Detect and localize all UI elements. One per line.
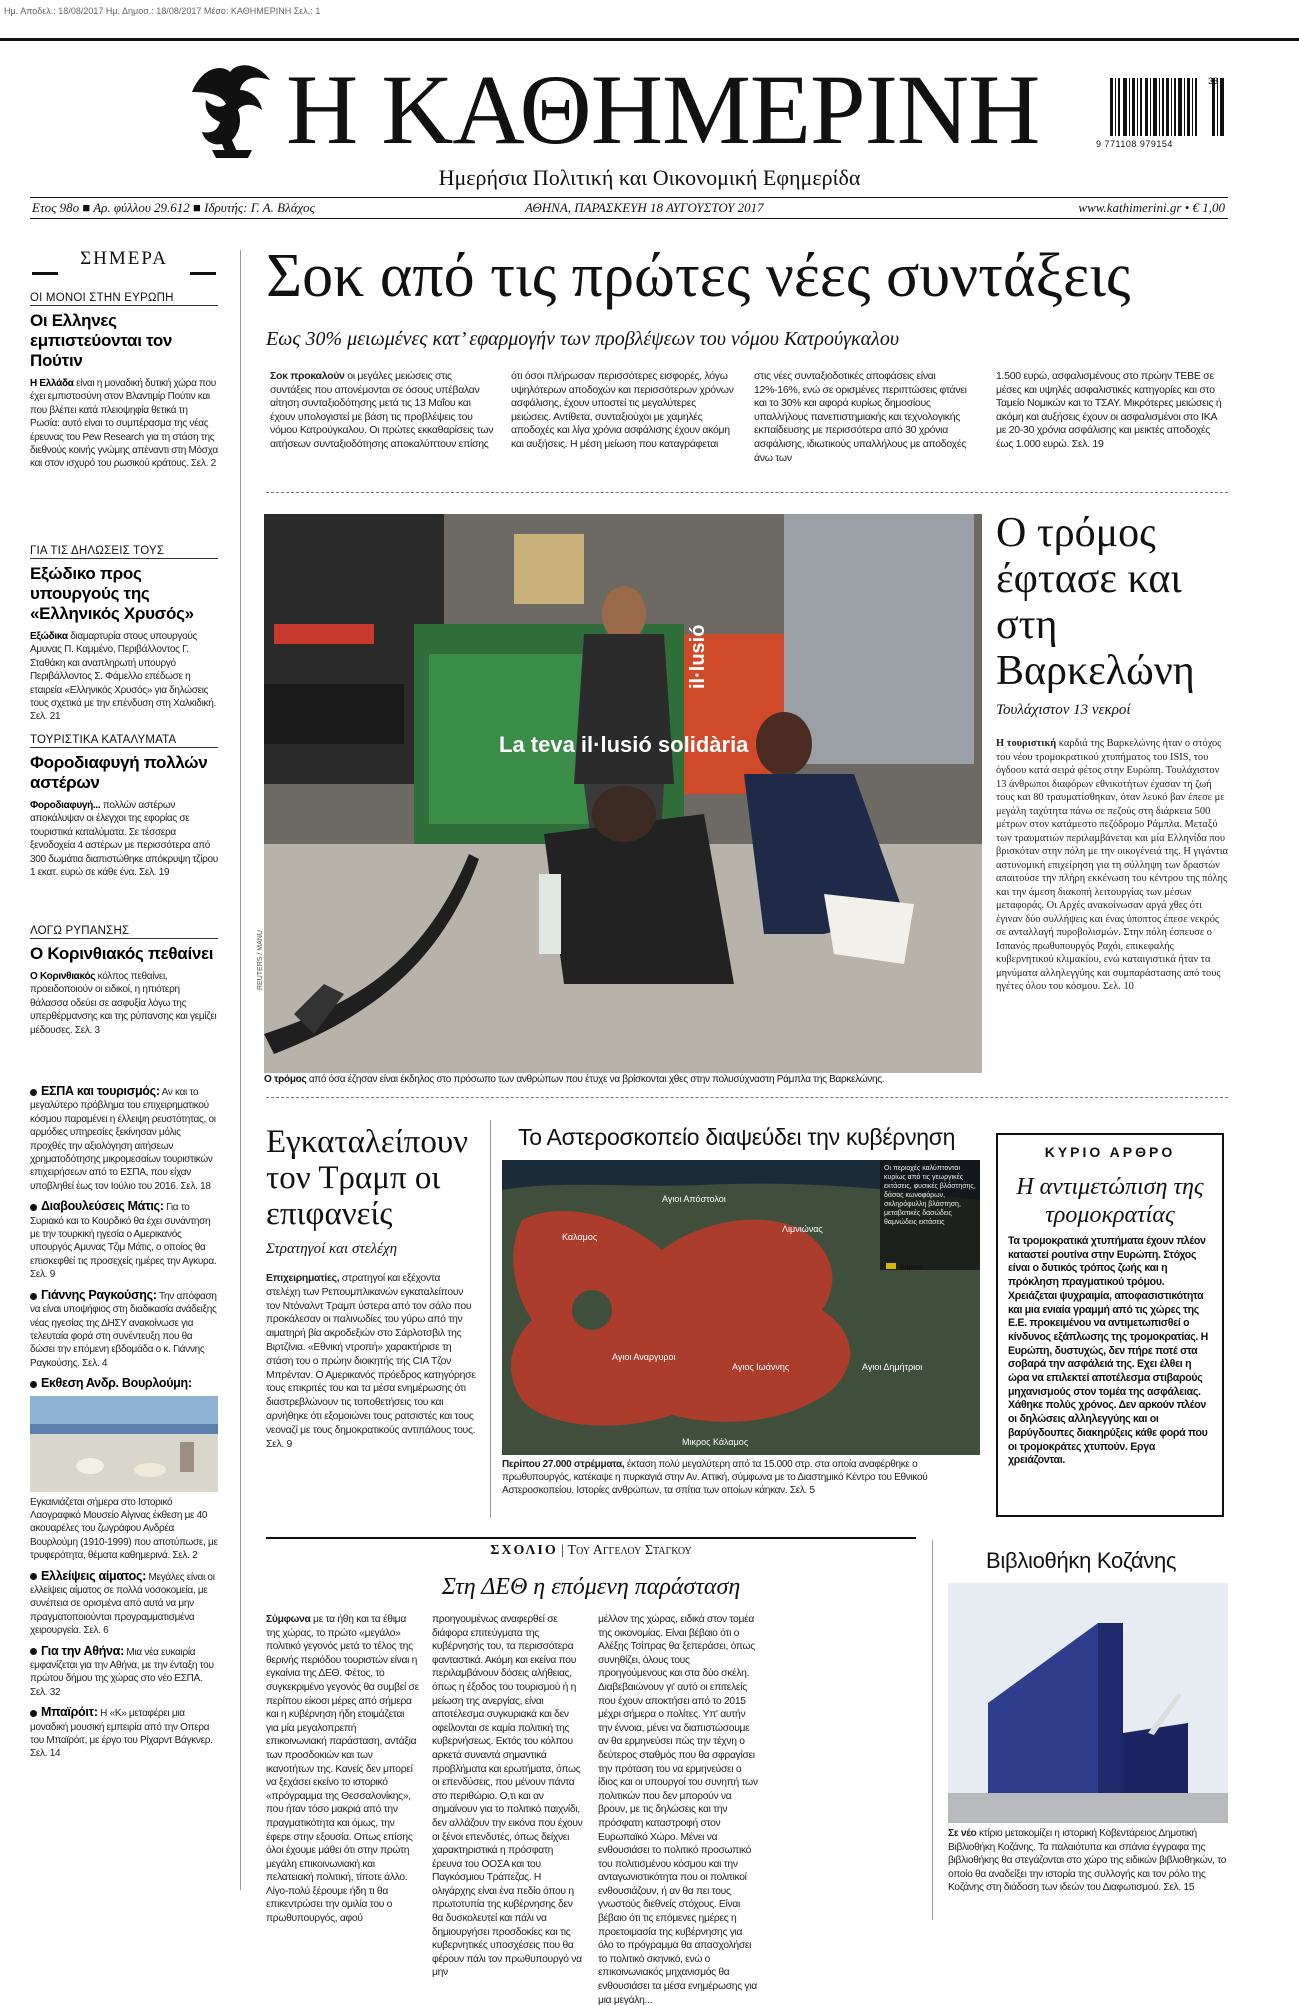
page-meta: Ημ. Αποδελ.: 18/08/2017 Ημ. Δημοσ.: 18/08/2017 Μέσο: ΚΑΘΗΜΕΡΙΝΗ Σελ.: 1 <box>4 6 321 16</box>
bullet-icon <box>30 1710 37 1717</box>
story-title: Οι Ελληνες εμπιστεύονται τον Πούτιν <box>30 311 173 370</box>
map-label: Αγιος Ιωάννης <box>732 1362 790 1372</box>
info-bar-right: www.kathimerini.gr • € 1,00 <box>1078 200 1225 215</box>
story-body <box>30 630 218 724</box>
bullet-item: Διαβουλεύσεις Μάτις: Για το Συριακό και το Κουρδικό θα έχει συνάντηση με την τουρκική ηγεσία ο Αμερικανός υπουργός Αμυνας Τζιμ Μάτις, ο οποίος θα επισκεφθεί τις προσεχείς ημέρες την Αγκυρα. Σελ. 9 <box>30 1199 217 1281</box>
sign-text: La teva il·lusió solidària <box>499 732 749 757</box>
library-headline: Βιβλιοθήκη Κοζάνης <box>986 1548 1177 1573</box>
info-bar-top-rule <box>30 197 1228 198</box>
story-text: κόλπος πεθαίνει, προειδοποιούν οι ειδικοί, η ηπιότερη θάλασσα οδεύει σε ασφυξία λόγω της υπερθέρμανσης και της ρύπανσης και γεμίζει μέδουσες. Σελ. 3 <box>30 971 217 1036</box>
map-label: Αγιοι Δημήτριοι <box>862 1362 923 1372</box>
sidebar-heading: ΣΗΜΕΡΑ <box>80 248 168 269</box>
story-lead: Ο Κορινθιακός <box>30 971 96 982</box>
info-bar-bottom-rule <box>30 218 1228 219</box>
bullet-item: Για την Αθήνα: Μια νέα ευκαιρία εμφανίζεται για την Αθήνα, με την ένταξη του πρώτου δήμου της χώρας στο νέο ΕΣΠΑ. Σελ. 32 <box>30 1643 214 1698</box>
lead-headline: Σοκ από τις πρώτες νέες συντάξεις <box>266 242 1131 310</box>
story-kicker: ΤΟΥΡΙΣΤΙΚΑ ΚΑΤΑΛΥΜΑΤΑ <box>30 734 218 748</box>
library-building-photo <box>948 1583 1228 1823</box>
map-label: Λιμνιώνας <box>782 1224 823 1234</box>
photo-credit: REUTERS / MANU <box>257 930 264 990</box>
bullet-icon <box>30 1573 37 1580</box>
column-divider <box>490 1120 491 1518</box>
bullet-item: Εκθεση Ανδρ. Βουρλούμη: Εγκαινιάζεται σήμερα στο Ιστορικό Λαογραφικό Μουσείο Αίγινας έκθεση με 40 ακουαρέλες του ζωγράφου Ανδρέα Βουρλούμη (1910-1999) που αποτύπωσε, με τρυφερότητα, θέματα καθημερινά. Σελ. 2 <box>30 1376 218 1562</box>
story-kicker: ΟΙ ΜΟΝΟΙ ΣΤΗΝ ΕΥΡΩΠΗ <box>30 292 218 306</box>
column-divider <box>932 1540 933 1920</box>
photo-caption: Ο τρόμος από όσα έζησαν είναι έκδηλος στο πρόσωπο των ανθρώπων που έτυχε να βρίσκονται χθες στην πολυσύχναστη Ράμπλα της Βαρκελώνης. <box>264 1074 885 1085</box>
story-kicker: ΛΟΓΩ ΡΥΠΑΝΣΗΣ <box>30 925 218 939</box>
sign-text-vertical: il·lusió <box>687 624 709 689</box>
column-text-3: μέλλον της χώρας, ειδικά στον τομέα της οικονομίας. Είναι βέβαιο ότι ο Αλέξης Τσίπρας θα ξεπεράσει, όπως συνηθίζει, όλους τους προηγούμενους και στα δύο σκέλη. Διαβεβαιώνουν γι' αυτό οι επιτελείς που έχουν αποκτήσει από το 2015 μέχρι σήμερα ο πολίτες. Υπ' αυτήν την έννοια, μένει να διαπιστώσουμε αν θα ερμηνεύσει πώς την τέχνη ο δεύτερος σταθμός που θα σφραγίσει την πρόταση του να ερμηνεύσει ο ίδιος και οι υπουργοί του συνηπή των πολιτικών που δεν μπορούν να βρουν, με τις δηλώσεις και την πρόσφατη καταστροφή στον Ευρωπαϊκό Χώρο. Μένει να ενθουσιάσει το πολιτικό προσωπικό του πολιτισμένου κόσμου και την ανταγωνιστικότητα που οι πολιτικοί ενθουσιάζουν, ή αν θα πει τους γνωστούς διεθνείς στόχους. Είναι βέβαιο ότι τις επόμενες ημέρες η προετοιμασία της κυβέρνησης για όλο το πρόγραμμα θα απασχολήσει το πολιτικό σκηνικό, ενώ ο επικοινωνιακός μηχανισμός θα ενθουσιάσει τα μέσα ενημέρωσης για μια μεγάλη... <box>598 1614 758 2005</box>
lead-deck: Εως 30% μειωμένες κατ’ εφαρμογήν των προβλέψεων του νόμου Κατρούγκαλου <box>266 328 899 350</box>
info-bar-date: ΑΘΗΝΑ, ΠΑΡΑΣΚΕΥΗ 18 ΑΥΓΟΥΣΤΟΥ 2017 <box>525 200 764 215</box>
bullet-icon <box>30 1381 37 1388</box>
map-legend-item: Καμένα <box>900 1264 924 1271</box>
story-title: Εξώδικο προς υπουργούς της «Ελληνικός Χρυσός» <box>30 564 194 623</box>
trump-body: Επιχειρηματίες, στρατηγοί και εξέχοντα στελέχη των Ρεπουμπλικανών εγκαταλείπουν τον Ντόναλντ Τραμπ ύστερα από τον σάλο που προκάλεσαν οι παλινωδίες του γύρω από την αιματηρή βία ακροδεξιών στο Σάρλοτσβιλ της Βιρτζίνια. «Εθνική ντροπή» χαρακτήρισε τη στάση του ο πρώην διοικητής της CIA Τζον Μπρένταν. Ο Αμερικανός πρόεδρος κατηγόρησε τους επικριτές του και τα μέσα ενημέρωσης ότι διαστρεβλώνουν τις τοποθετήσεις του και αρνήθηκε ότι εξομοιώνει τους ρατσιστές και τους νεοναζί με τους δημοκρατικούς αντιπάλους τους. Σελ. 9 <box>266 1273 476 1450</box>
story-lead: Φοροδιαφυγή... <box>30 800 101 811</box>
mid-divider <box>266 1097 1228 1098</box>
column-divider <box>240 250 241 1890</box>
info-bar-left: Ετος 98ο ■ Αρ. φύλλου 29.612 ■ Ιδρυτής: Γ. Α. Βλάχος <box>32 200 315 215</box>
observatory-headline: Το Αστεροσκοπείο διαψεύδει την κυβέρνηση <box>518 1124 956 1150</box>
sidebar-story <box>30 925 218 1037</box>
sidebar-heading-bar-right <box>190 272 216 275</box>
fire-area-map <box>502 1160 980 1455</box>
trump-headline: Εγκαταλείπουν τον Τραμπ οι επιφανείς <box>266 1124 469 1232</box>
story-text: πολλών αστέρων αποκάλυψαν οι έλεγχοι της εφορίας σε τουριστικά καταλύματα. Σε τέσσερα ξενοδοχεία 4 αστέρων με περισσότερα από 300 δωμάτια διαπιστώθηκε απόκρυψη τζίρου 1 εκατ. ευρώ σε κάθε ένα. Σελ. 19 <box>30 800 218 879</box>
masthead-title: Η ΚΑΘΗΜΕΡΙΝΗ <box>286 54 1040 165</box>
barcelona-deck: Τουλάχιστον 13 νεκροί <box>996 702 1131 718</box>
map-label: Αγιοι Αναργυροι <box>612 1352 676 1362</box>
column-label: ΣΧΟΛΙΟ | Του Αγγελου Σταγκου <box>490 1543 692 1558</box>
lead-column-3: στις νέες συνταξιοδοτικές αποφάσεις είναι 12%-16%, ενώ σε ορισμένες περιπτώσεις φτάνει και το 30% και αφορά κυρίως δημοσίους υπαλλήλους πανεπιστημιακής και τεχνολογικής εκπαίδευσης με περισσότερα από 30 χρόνια ασφάλισης, ιδιωτικούς υπαλλήλους με αποδοχές άνω των <box>754 370 967 464</box>
editorial-label: ΚΥΡΙΟ ΑΡΘΡΟ <box>1044 1144 1176 1160</box>
story-body <box>30 377 218 471</box>
lead-column-2: ότι όσοι πλήρωσαν περισσότερες εισφορές, λόγω υψηλότερων αποδοχών και περισσότερων χρόνων ασφάλισης, έχουν υποστεί τις μεγαλύτερες μειώσεις. Αντίθετα, συνταξιούχοι με χαμηλές αποδοχές και λίγα χρόνια ασφάλισης έχουν ακόμη και αυξήσεις. Η μέση μείωση που καταγράφεται <box>511 370 734 450</box>
bullet-item: Μπαϊρόιτ: Η «Κ» μεταφέρει μια μοναδική μουσική εμπειρία από την Οπερα του Μπαϊρόιτ, με έργο του Ρίχαρντ Βάγκνερ. Σελ. 14 <box>30 1705 213 1760</box>
column-text-2: προηγουμένως αναφερθεί σε διάφορα επιτεύγματα της κυβέρνησής του, τα περισσότερα φανταστικά. Ακόμη και εκείνα που περιλαμβάνουν δόσεις αλήθειας, όπως η έξοδος του τουρισμού ή η μείωση της ανεργίας, είναι αποτέλεσμα συγκυριακά και δεν οφείλονται σε καμία πολιτική της κυβερνήσεως. Εκτός του κόλπου αρκετά συναντά σημαντικά προβλήματα και ερωτήματα, όπως οι επενδύσεις, που μένουν πάντα στο περιθώριο. Ο,τι και αν σημαίνουν για το πολιτικό παιχνίδι, δεν αλλάζουν την εικόνα που έχουν οι ξένοι επενδυτές, όπως δείχνει χαρακτηριστικά η πρόσφατη έρευνα του ΟΟΣΑ και του Παγκόσμιου Τράπεζας. Η ολιγάρχης είναι ένα πεδίο όπου η πρωτοτυπία της κυβέρνησης δεν θα δυσκολευτεί και πάλι να δημιουργήσει προσδοκίες και τις κυβερνητικές υποσχέσεις που θα φέρουν πάλι τον πρωθυπουργό να μην <box>432 1614 583 1979</box>
story-text: είναι η μοναδική δυτική χώρα που έχει εμπιστοσύνη στον Βλαντιμίρ Πούτιν και που βλέπει κατά πλειοψηφία θετικά τη Ρωσία: αυτό είναι το συμπέρασμα της νέας έρευνας του Pew Research για τη στάση της διεθνούς κοινής γνώμης απέναντι στη Μόσχα και στον ισχυρό του ρωσικού κράτους. Σελ. 2 <box>30 378 218 470</box>
story-lead: Η Ελλάδα <box>30 378 74 389</box>
lead-column-4: 1.500 ευρώ, ασφαλισμένους στο πρώην ΤΕΒΕ σε μέσες και υψηλές ασφαλιστικές κατηγορίες και στο Ταμείο Νομικών και το ΤΣΑΥ. Μικρότερες μειώσεις ή ακόμη και αυξήσεις έχουν οι ασφαλισμένοι στο ΙΚΑ με 20-30 χρόνια ασφάλισης και μεικτές αποδοχές έως 1.000 ευρώ. Σελ. 19 <box>996 370 1222 450</box>
sidebar-story <box>30 545 218 724</box>
bullet-icon <box>30 1648 37 1655</box>
barcode-number: 9 771108 979154 <box>1096 139 1173 149</box>
bullet-item: Ελλείψεις αίματος: Μεγάλες είναι οι ελλείψεις αίματος σε πολλά νοσοκομεία, με συνέπεια σε ορισμένα από αυτά να μην πραγματοποιούνται προγραμματισμένα χειρουργεία. Σελ. 6 <box>30 1568 215 1637</box>
bullet-icon <box>30 1089 37 1096</box>
bullet-icon <box>30 1293 37 1300</box>
story-text: διαμαρτυρία στους υπουργούς Αμυνας Π. Καμμένο, Περιβάλλοντος Γ. Σταθάκη και αναπληρωτή υπουργό Περιβάλλοντος Σ. Φάμελλο επέδωσε η εταιρεία «Ελληνικός Χρυσός» για δηλώσεις τους σχετικά με την επένδυση στη Χαλκιδική. Σελ. 21 <box>30 631 216 723</box>
observatory-caption: Περίπου 27.000 στρέμματα, έκταση πολύ μεγαλύτερη από τα 15.000 στρ. στα οποία αναφέρθηκε ο πρωθυπουργός, κατέκαψε η πυρκαγιά στην Αν. Αττική, σύμφωνα με το Διαστημικό Κέντρο του Εθνικού Αστεροσκοπείου. Ιστορίες ανθρώπων, τα σπίτια των οποίων κάηκαν. Σελ. 5 <box>502 1459 928 1496</box>
column-title: Στη ΔΕΘ η επόμενη παράσταση <box>441 1574 741 1600</box>
story-title: Ο Κορινθιακός πεθαίνει <box>30 944 214 963</box>
editorial-title: Η αντιμετώπιση της τρομοκρατίας <box>1016 1174 1204 1228</box>
issue-code: 33 <box>1208 76 1219 86</box>
sidebar-bullets <box>30 1085 218 1761</box>
story-title: Φοροδιαφυγή πολλών αστέρων <box>30 753 208 792</box>
lead-column-1: Σοκ προκαλούν οι μεγάλες μειώσεις στις συντάξεις που απονέμονται σε όσους υπέβαλαν αίτηση συνταξιοδότησης μετά τις 13 Μαΐου και έχουν υπολογιστεί με βάση τις προβλέψεις του νόμου Κατρούγκαλου. Οι πρώτες εκκαθαρίσεις των αιτήσεων συνταξιοδότησης αποκαλύπτουν επίσης <box>270 370 494 450</box>
barcelona-attack-photo <box>264 514 982 1073</box>
masthead-subtitle: Ημερήσια Πολιτική και Οικονομική Εφημερίδα <box>438 165 861 190</box>
sidebar-heading-bar-left <box>32 272 58 275</box>
bullet-item: Γιάννης Ραγκούσης: Την απόφαση να είναι υποψήφιος στη διαδικασία ανάδειξης νέας ηγεσίας της ΔΗΣΥ ανακοίνωσε για τελευταία φορά στη συνέντευξη που θα δώσει την επόμενη εβδομάδα ο κ. Γιάννης Ραγκούσης. Σελ. 4 <box>30 1287 217 1369</box>
map-label: Καλαμος <box>562 1232 598 1242</box>
sidebar-story <box>30 292 218 471</box>
sidebar-story <box>30 734 218 879</box>
bullet-item: ΕΣΠΑ και τουρισμός: Αν και το μεγαλύτερο πρόβλημα του επιχειρηματικού κόσμου παραμένει η έλλειψη ρευστότητας, οι αρμόδιες υπηρεσίες ξεκίνησαν μόλις προχθές την αξιολόγηση αιτήσεων χρηματοδότησης μικρομεσαίων τουριστικών επιχειρήσεων από το ΕΣΠΑ, που είχαν υποβληθεί έως τον Ιούλιο του 2016. Σελ. 18 <box>30 1084 216 1192</box>
lead-divider <box>266 492 1228 493</box>
library-caption: Σε νέο κτίριο μετακομίζει η ιστορική Κοβεντάρειος Δημοτική Βιβλιοθήκη Κοζάνης. Τα παλαιότυπα και σπάνια έγγραφα της βιβλιοθήκης θα στεγάζονται στο χώρο της ειδικών βιβλιοθηκών, το οποίο θα αναδείξει την ιστορία της συλλογής και τον ρόλο της Κοζάνης στη διάδοση των ιδεών του Διαφωτισμού. Σελ. 15 <box>948 1828 1227 1893</box>
phoenix-logo-icon <box>182 62 274 160</box>
map-legend: Οι περιοχές καλύπτονται κυρίως από τις γεωργικές εκτάσεις, φυσικές βλάστησης, δάσος κωνοφόρων, σκληρόφυλλη βλάστηση, μεταβατικές δασώδεις θαμνώδεις εκτάσεις <box>884 1165 976 1226</box>
column-text-1: Σύμφωνα με τα ήθη και τα έθιμα της χώρας, το πρώτο «μεγάλο» πολιτικό γεγονός μετά το τέλος της θερινής περιόδου τουριστών είναι η εγκαίνια της ΔΕΘ. Φέτος, το συγκεκριμένο γεγονός θα συμβεί σε περίπου είκοσι μέρες από σήμερα και η κυβέρνηση ήδη ετοιμάζεται για μία μεγαλοπρεπή επικοινωνιακή παράσταση, αντάξια των προσδοκιών και των ικανοτήτων της. Κανείς δεν μπορεί να ξεχάσει εκείνο το ιστορικό «πρόγραμμα της Θεσσαλονίκης», που ήταν τόσο μακριά από την πραγματικότητα και όμως, την έφερε στην εξουσία. Οπως επίσης όλοι έχουμε μάθει ότι στην πρώτη μεγάλη επικοινωνιακή και πελατειακή πολιτική, τίποτε άλλο. Λίγο-πολύ ξέρουμε ήδη τι θα επικεντρώσει την ομιλία του ο πρωθυπουργός, αφού <box>266 1614 419 1925</box>
top-rule <box>0 38 1299 41</box>
bullet-icon <box>30 1204 37 1211</box>
barcelona-headline: Ο τρόμος έφτασε και στη Βαρκελώνη <box>996 510 1195 694</box>
story-body <box>30 970 218 1037</box>
lead-kicker: Σοκ προκαλούν <box>270 370 345 382</box>
story-kicker: ΓΙΑ ΤΙΣ ΔΗΛΩΣΕΙΣ ΤΟΥΣ <box>30 545 218 559</box>
trump-deck: Στρατηγοί και στελέχη <box>266 1241 398 1257</box>
story-lead: Εξώδικα <box>30 631 68 642</box>
column-rule <box>266 1537 916 1539</box>
watercolor-painting-image <box>30 1396 218 1492</box>
map-label: Μικρος Κάλαμος <box>682 1437 749 1447</box>
barcelona-body: Η τουριστική καρδιά της Βαρκελώνης ήταν ο στόχος του νέου τρομοκρατικού χτυπήματος του ISIS, του όγδοου κατά σειρά φέτος στην Ευρώπη. Τουλάχιστον 13 άνθρωποι διαφόρων εθνικοτήτων έχασαν τη ζωή τους και 80 τραυματίσθηκαν, όταν λευκό βαν έπεσε με μεγάλη ταχύτητα πάνω σε πεζούς στη διάρκεια 500 μέτρων στον κατάμεστο πεζόδρομο Ράμπλα. Μεταξύ των τραυματιών περιλαμβάνεται και μία Ελληνίδα που βρισκόταν στην πόλη με την οικογένειά της. Η γιγάντια αστυνομική επιχείρηση για τη σύλληψη των δραστών απαιτούσε την πλήρη εκκένωση του κέντρου της πόλης και την άμεση διακοπή λειτουργίας των μέσων μεταφοράς. Οι Αρχές ανακοίνωσαν αργά χθες ότι έγιναν δύο συλλήψεις και ένας ύποπτος έπεσε νεκρός σε ανταλλαγή πυροβολισμών. Στην πόλη έσπευσε ο Ισπανός πρωθυπουργός Ραχόι, επικεφαλής κυβερνητικού κλιμακίου, ενώ καταιγιστικά ήταν τα μηνύματα αλληλεγγύης και συμπαράστασης από τους ηγέτες όλου του κόσμου. Σελ. 10 <box>996 738 1228 992</box>
editorial-body: Τα τρομοκρατικά χτυπήματα έχουν πλέον καταστεί ρουτίνα στην Ευρώπη. Στόχος είναι ο δυτικός τρόπος ζωής και η πρόκληση πραγματικού τρόμου. Χρειάζεται ψυχραιμία, αποφασιστικότητα και μια ενιαία γραμμή από τις χώρες της Ε.Ε. προκειμένου να αντιμετωπισθεί ο κίνδυνος εξάπλωσης της τρομοκρατίας. Η Ευρώπη, δυστυχώς, δεν πήρε ποτέ στα σοβαρά την ασφάλειά της. Εχει έλθει η ώρα να επιλεκτεί αποτέλεσμα στιβαρούς μηχανισμούς στον τομέα της ασφάλειας. Χάθηκε πολύς χρόνος. Δεν αρκούν πλέον οι δηλώσεις αλληλεγγύης και οι βαρύγδουπες διακηρύξεις κάθε φορά που οι τρομοκράτες χτυπούν. Εργα χρειάζονται. <box>1008 1235 1209 1467</box>
story-body <box>30 799 218 879</box>
map-label: Αγιοι Απόστολοι <box>662 1194 726 1204</box>
